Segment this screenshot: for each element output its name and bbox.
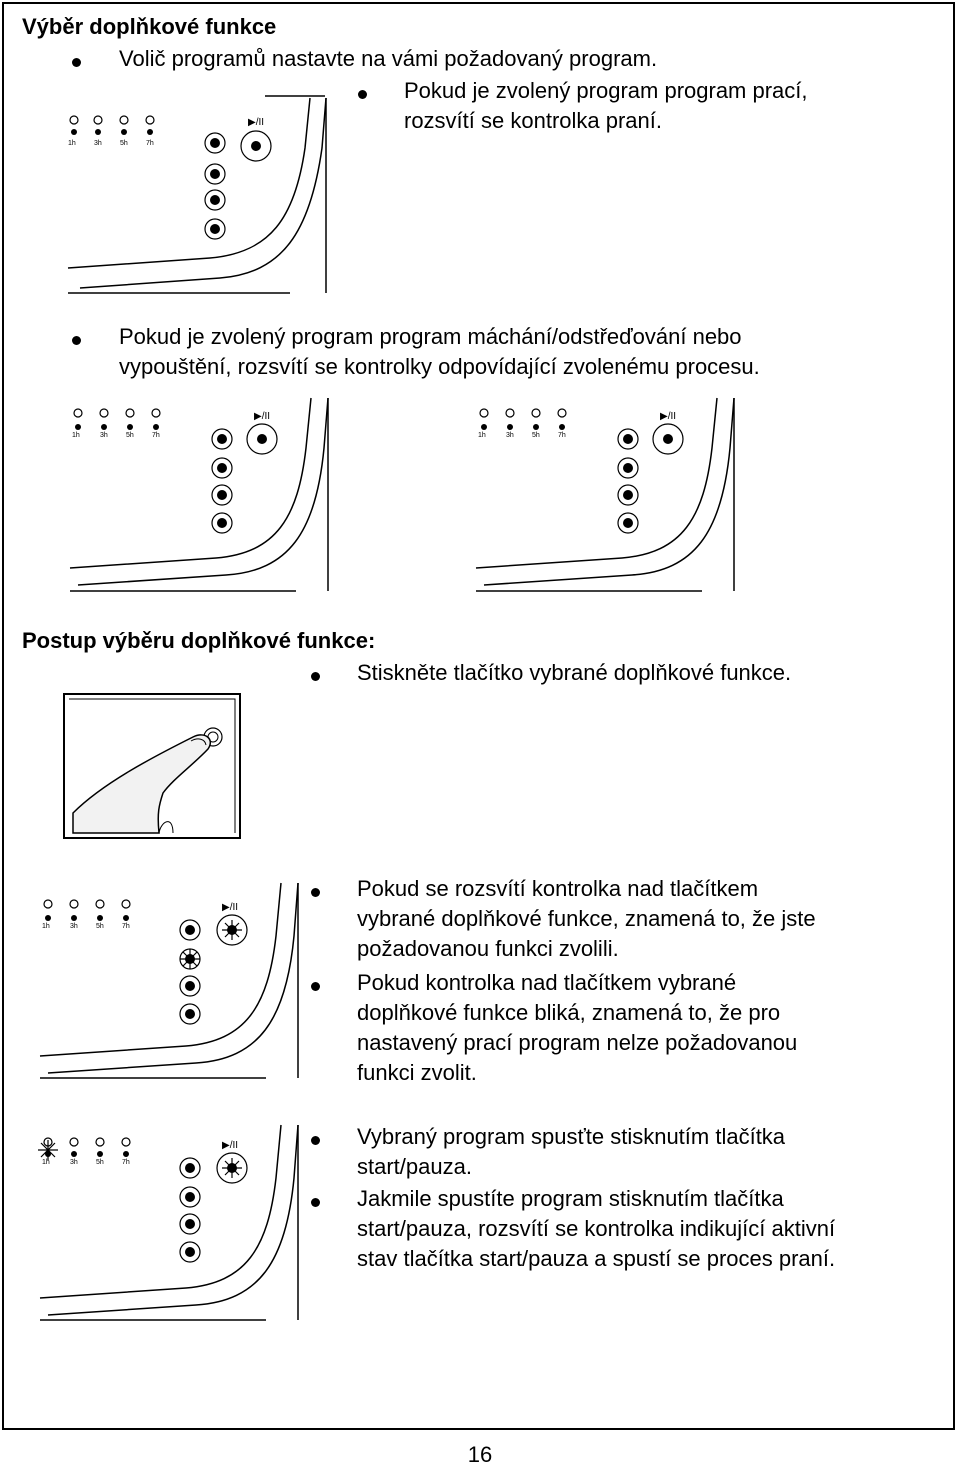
start-pause-label: ▶/II xyxy=(248,117,265,128)
rinse-line-1: Pokud je zvolený program program máchání/odstřeďování nebo xyxy=(119,324,742,349)
start-line-1: Vybraný program spusťte stisknutím tlačítka xyxy=(357,1124,786,1149)
section-heading: Výběr doplňkové funkce xyxy=(22,14,277,39)
svg-text:5h: 5h xyxy=(96,923,104,930)
bullet-dot xyxy=(311,672,320,681)
svg-text:1h: 1h xyxy=(478,432,486,439)
control-panel-figure-running xyxy=(36,1120,311,1330)
control-panel-figure-wash xyxy=(60,88,335,303)
bullet-dot xyxy=(311,982,320,991)
svg-text:7h: 7h xyxy=(558,432,566,439)
press-bullet-text: Stiskněte tlačítko vybrané doplňkové funkce. xyxy=(357,660,792,685)
wash-line-2: rozsvítí se kontrolka praní. xyxy=(404,108,662,133)
start-line-2: start/pauza. xyxy=(357,1154,472,1179)
control-panel-figure-rinse-2 xyxy=(472,393,747,598)
svg-text:7h: 7h xyxy=(122,923,130,930)
lit-line-2: vybrané doplňkové funkce, znamená to, že jste xyxy=(357,906,816,931)
blink-line-2: doplňkové funkce bliká, znamená to, že pro xyxy=(357,1000,781,1025)
active-line-3: stav tlačítka start/pauza a spustí se proces praní. xyxy=(357,1246,836,1271)
svg-text:1h: 1h xyxy=(42,1159,50,1166)
wash-line-1: Pokud je zvolený program program prací, xyxy=(404,78,808,103)
bullet-dot xyxy=(72,336,81,345)
control-panel-figure-rinse-1 xyxy=(66,393,341,598)
svg-text:3h: 3h xyxy=(94,140,102,147)
delay-label: 1h xyxy=(68,140,76,147)
blink-line-3: nastavený prací program nelze požadovanou xyxy=(357,1030,798,1055)
svg-text:3h: 3h xyxy=(100,432,108,439)
page-number: 16 xyxy=(467,1442,493,1467)
active-line-1: Jakmile spustíte program stisknutím tlačítka xyxy=(357,1186,784,1211)
svg-text:7h: 7h xyxy=(122,1159,130,1166)
svg-text:5h: 5h xyxy=(96,1159,104,1166)
svg-text:7h: 7h xyxy=(152,432,160,439)
lit-line-1: Pokud se rozsvítí kontrolka nad tlačítkem xyxy=(357,876,759,901)
finger-press-figure xyxy=(63,693,243,839)
bullet-dot xyxy=(311,1136,320,1145)
svg-text:5h: 5h xyxy=(532,432,540,439)
svg-text:7h: 7h xyxy=(146,140,154,147)
svg-text:1h: 1h xyxy=(72,432,80,439)
intro-bullet-text: Volič programů nastavte na vámi požadovaný program. xyxy=(119,46,658,71)
rinse-line-2: vypouštění, rozsvítí se kontrolky odpovídající zvolenému procesu. xyxy=(119,354,760,379)
svg-text:▶/II: ▶/II xyxy=(660,411,677,422)
svg-text:1h: 1h xyxy=(42,923,50,930)
bullet-dot xyxy=(311,1198,320,1207)
bullet-dot xyxy=(72,58,81,67)
control-panel-figure-selected xyxy=(36,878,311,1088)
bullet-dot xyxy=(358,90,367,99)
svg-text:5h: 5h xyxy=(120,140,128,147)
bullet-dot xyxy=(311,888,320,897)
svg-text:▶/II: ▶/II xyxy=(222,902,239,913)
svg-text:▶/II: ▶/II xyxy=(254,411,271,422)
svg-text:▶/II: ▶/II xyxy=(222,1140,239,1151)
blink-line-1: Pokud kontrolka nad tlačítkem vybrané xyxy=(357,970,737,995)
procedure-heading: Postup výběru doplňkové funkce: xyxy=(22,628,376,653)
lit-line-3: požadovanou funkci zvolili. xyxy=(357,936,619,961)
svg-text:3h: 3h xyxy=(70,923,78,930)
svg-text:3h: 3h xyxy=(506,432,514,439)
svg-text:3h: 3h xyxy=(70,1159,78,1166)
svg-text:5h: 5h xyxy=(126,432,134,439)
active-line-2: start/pauza, rozsvítí se kontrolka indikující aktivní xyxy=(357,1216,836,1241)
blink-line-4: funkci zvolit. xyxy=(357,1060,477,1085)
